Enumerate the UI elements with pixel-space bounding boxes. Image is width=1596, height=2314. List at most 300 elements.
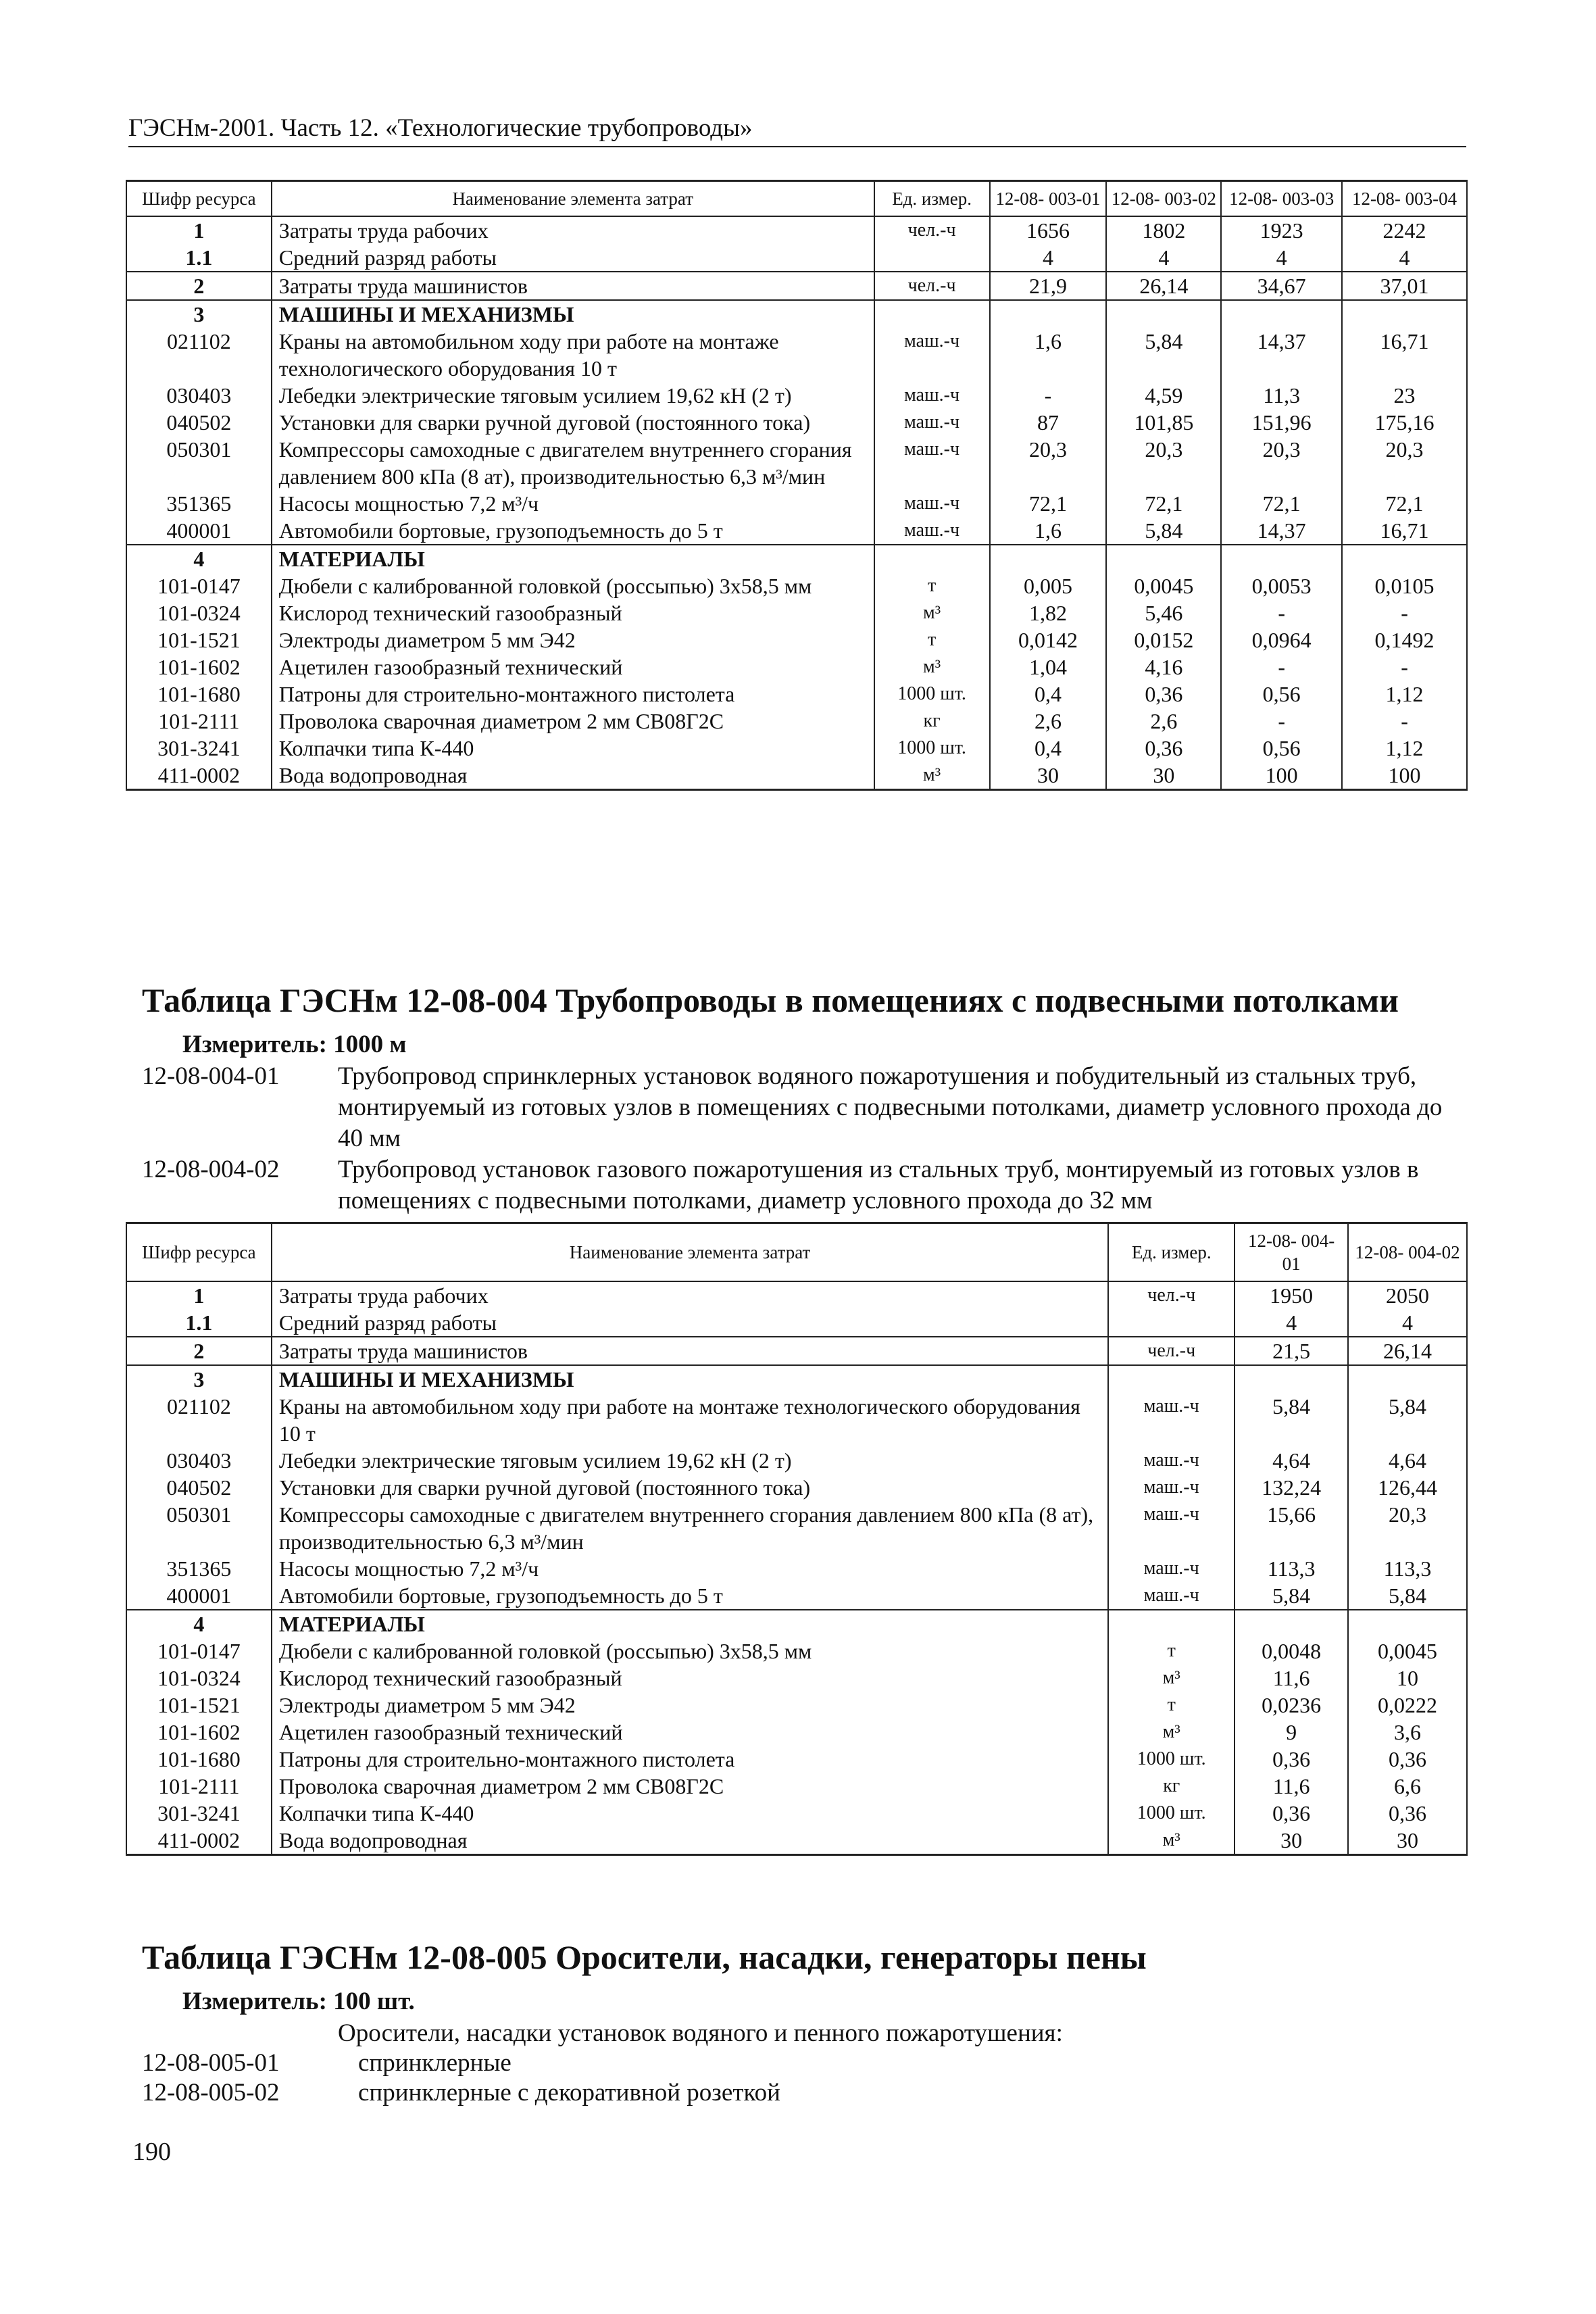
norm-value-cell: 15,66: [1235, 1501, 1348, 1555]
resource-name-cell: Лебедки электрические тяговым усилием 19,62 кН (2 т): [272, 1447, 1109, 1474]
table-row: [126, 1501, 1467, 1555]
norm-value-cell: 2,6: [1106, 708, 1221, 735]
norm-value-cell: 4,16: [1106, 654, 1221, 681]
norm-value-cell: 113,3: [1235, 1555, 1348, 1582]
resource-code-cell: 3: [126, 1365, 272, 1393]
resource-code-cell: 4: [126, 1610, 272, 1638]
norm-value-cell: 72,1: [990, 490, 1107, 517]
resource-code-cell: 030403: [126, 1447, 272, 1474]
norm-value-cell: 132,24: [1235, 1474, 1348, 1501]
norm-value-cell: 4: [1235, 1309, 1348, 1337]
unit-cell: маш.-ч: [874, 436, 990, 490]
norm-value-cell: 0,0222: [1348, 1692, 1467, 1719]
resource-name-cell: Ацетилен газообразный технический: [272, 654, 874, 681]
unit-cell: маш.-ч: [874, 517, 990, 545]
table-row: [126, 654, 1467, 681]
norm-value-cell: [1106, 300, 1221, 328]
norm-value-cell: [1235, 1610, 1348, 1638]
unit-cell: маш.-ч: [874, 382, 990, 409]
unit-cell: 1000 шт.: [1108, 1800, 1235, 1827]
norm-value-cell: 4: [1348, 1309, 1467, 1337]
measure-unit-line: [182, 1987, 415, 2017]
table-row: [126, 1309, 1467, 1337]
unit-cell: маш.-ч: [874, 490, 990, 517]
norm-value-cell: 0,0048: [1235, 1638, 1348, 1665]
norm-value-cell: [1342, 300, 1467, 328]
norm-value-cell: 1,12: [1342, 735, 1467, 762]
resource-name-cell: Установки для сварки ручной дуговой (постоянного тока): [272, 409, 874, 436]
resource-code-cell: 351365: [126, 490, 272, 517]
unit-cell: маш.-ч: [1108, 1474, 1235, 1501]
norm-value-cell: 20,3: [1342, 436, 1467, 490]
norm-value-cell: 0,1492: [1342, 626, 1467, 654]
norm-value-cell: 14,37: [1221, 328, 1342, 382]
resource-code-cell: 101-2111: [126, 708, 272, 735]
col-header-unit: Ед. измер.: [1108, 1223, 1235, 1282]
resource-table-12-08-004: [126, 1222, 1468, 1856]
norm-value-cell: [990, 300, 1107, 328]
table-row: [126, 572, 1467, 599]
norm-value-cell: 26,14: [1348, 1337, 1467, 1365]
unit-cell: т: [874, 626, 990, 654]
norm-item: [142, 1061, 1466, 1156]
table-row: [126, 1800, 1467, 1827]
table-row: [126, 490, 1467, 517]
resource-name-cell: Затраты труда машинистов: [272, 272, 874, 300]
resource-name-cell: Компрессоры самоходные с двигателем внутреннего сгорания давлением 800 кПа (8 ат), производительностью 6,3 м³/мин: [272, 1501, 1109, 1555]
norm-value-cell: 30: [1348, 1827, 1467, 1855]
resource-name-cell: Лебедки электрические тяговым усилием 19,62 кН (2 т): [272, 382, 874, 409]
norm-value-cell: 1,12: [1342, 681, 1467, 708]
resource-code-cell: 101-2111: [126, 1773, 272, 1800]
running-header: ГЭСНм-2001. Часть 12. «Технологические трубопроводы»: [128, 114, 1466, 147]
norm-description: спринклерные: [358, 2049, 512, 2077]
unit-cell: [1108, 1610, 1235, 1638]
norm-value-cell: 0,36: [1106, 681, 1221, 708]
unit-cell: чел.-ч: [1108, 1281, 1235, 1309]
table-row: [126, 517, 1467, 545]
resource-code-cell: 400001: [126, 517, 272, 545]
resource-code-cell: 2: [126, 1337, 272, 1365]
norm-value-cell: 30: [1235, 1827, 1348, 1855]
resource-name-cell: Вода водопроводная: [272, 1827, 1109, 1855]
resource-name-cell: Установки для сварки ручной дуговой (постоянного тока): [272, 1474, 1109, 1501]
norm-description: спринклерные с декоративной розеткой: [358, 2079, 780, 2107]
norm-item: [142, 1154, 1466, 1216]
resource-code-cell: 3: [126, 300, 272, 328]
resource-code-cell: 101-1680: [126, 681, 272, 708]
resource-code-cell: 351365: [126, 1555, 272, 1582]
unit-cell: т: [1108, 1692, 1235, 1719]
norm-value-cell: [1106, 545, 1221, 572]
table-row: [126, 1337, 1467, 1365]
table-row: [126, 1610, 1467, 1638]
norm-value-cell: 10: [1348, 1665, 1467, 1692]
resource-code-cell: 021102: [126, 328, 272, 382]
group-intro: [142, 2018, 1466, 2049]
norm-value-cell: [1235, 1365, 1348, 1393]
norm-value-cell: 0,4: [990, 681, 1107, 708]
unit-cell: маш.-ч: [1108, 1501, 1235, 1555]
norm-value-cell: 0,36: [1235, 1800, 1348, 1827]
table-row: [126, 1638, 1467, 1665]
norm-code: 12-08-004-02: [142, 1156, 280, 1183]
table-row: [126, 735, 1467, 762]
norm-value-cell: 20,3: [1348, 1501, 1467, 1555]
resource-name-cell: Краны на автомобильном ходу при работе на монтаже технологического оборудования 10 т: [272, 1393, 1109, 1447]
table-row: [126, 681, 1467, 708]
norm-value-cell: [1221, 300, 1342, 328]
resource-name-cell: Краны на автомобильном ходу при работе на монтаже технологического оборудования 10 т: [272, 328, 874, 382]
norm-value-cell: [1221, 545, 1342, 572]
unit-cell: маш.-ч: [1108, 1447, 1235, 1474]
unit-cell: маш.-ч: [1108, 1393, 1235, 1447]
norm-value-cell: -: [1342, 599, 1467, 626]
table-title-12-08-004: Таблица ГЭСНм 12-08-004 Трубопроводы в помещениях с подвесными потолками: [142, 981, 1399, 1019]
resource-code-cell: 101-1602: [126, 654, 272, 681]
unit-cell: маш.-ч: [874, 409, 990, 436]
norm-value-cell: 3,6: [1348, 1719, 1467, 1746]
table-row: [126, 216, 1467, 244]
norm-value-cell: 1802: [1106, 216, 1221, 244]
norm-value-cell: 4: [1106, 244, 1221, 272]
norm-value-cell: 14,37: [1221, 517, 1342, 545]
norm-value-cell: 2050: [1348, 1281, 1467, 1309]
col-header-norm-1: 12-08- 004-01: [1235, 1223, 1348, 1282]
table-row: [126, 1773, 1467, 1800]
resource-code-cell: 1: [126, 216, 272, 244]
resource-name-cell: Колпачки типа К-440: [272, 1800, 1109, 1827]
norm-value-cell: 5,84: [1235, 1393, 1348, 1447]
norm-value-cell: 21,5: [1235, 1337, 1348, 1365]
norm-value-cell: 101,85: [1106, 409, 1221, 436]
norm-value-cell: 30: [990, 762, 1107, 790]
norm-value-cell: 126,44: [1348, 1474, 1467, 1501]
norm-value-cell: 0,0053: [1221, 572, 1342, 599]
unit-cell: чел.-ч: [874, 216, 990, 244]
norm-value-cell: 0,36: [1106, 735, 1221, 762]
unit-cell: маш.-ч: [1108, 1582, 1235, 1610]
norm-value-cell: 1950: [1235, 1281, 1348, 1309]
table-row: [126, 1393, 1467, 1447]
norm-value-cell: 0,0964: [1221, 626, 1342, 654]
resource-code-cell: 030403: [126, 382, 272, 409]
norm-value-cell: 0,36: [1348, 1746, 1467, 1773]
resource-code-cell: 1.1: [126, 1309, 272, 1337]
norm-value-cell: 113,3: [1348, 1555, 1467, 1582]
resource-name-cell: МАШИНЫ И МЕХАНИЗМЫ: [272, 300, 874, 328]
norm-value-cell: 4,64: [1348, 1447, 1467, 1474]
norm-value-cell: 4: [1221, 244, 1342, 272]
resource-name-cell: Колпачки типа К-440: [272, 735, 874, 762]
resource-code-cell: 301-3241: [126, 735, 272, 762]
norm-value-cell: 4,59: [1106, 382, 1221, 409]
resource-code-cell: 1: [126, 1281, 272, 1309]
resource-name-cell: Электроды диаметром 5 мм Э42: [272, 1692, 1109, 1719]
norm-code: 12-08-004-01: [142, 1062, 280, 1090]
table-row: [126, 382, 1467, 409]
norm-value-cell: 0,0105: [1342, 572, 1467, 599]
col-header-name: Наименование элемента затрат: [272, 181, 874, 217]
norm-value-cell: -: [1221, 654, 1342, 681]
norm-value-cell: 87: [990, 409, 1107, 436]
unit-cell: м³: [874, 654, 990, 681]
resource-code-cell: 1.1: [126, 244, 272, 272]
norm-value-cell: -: [1221, 599, 1342, 626]
group-intro-text: Оросители, насадки установок водяного и пенного пожаротушения:: [338, 2019, 1063, 2047]
resource-name-cell: Патроны для строительно-монтажного пистолета: [272, 1746, 1109, 1773]
resource-name-cell: Дюбели с калиброванной головкой (россыпью) 3х58,5 мм: [272, 572, 874, 599]
norm-item: [142, 2077, 1466, 2109]
col-header-norm-4: 12-08- 003-04: [1342, 181, 1467, 217]
norm-value-cell: 5,84: [1348, 1582, 1467, 1610]
norm-value-cell: 0,005: [990, 572, 1107, 599]
measure-label: Измеритель:: [182, 1031, 327, 1058]
norm-value-cell: 4,64: [1235, 1447, 1348, 1474]
resource-name-cell: Проволока сварочная диаметром 2 мм СВ08Г2С: [272, 708, 874, 735]
resource-name-cell: Дюбели с калиброванной головкой (россыпью) 3х58,5 мм: [272, 1638, 1109, 1665]
norm-value-cell: 0,36: [1235, 1746, 1348, 1773]
table-row: [126, 762, 1467, 790]
norm-value-cell: -: [990, 382, 1107, 409]
norm-value-cell: -: [1342, 708, 1467, 735]
resource-name-cell: Проволока сварочная диаметром 2 мм СВ08Г2С: [272, 1773, 1109, 1800]
norm-value-cell: 16,71: [1342, 328, 1467, 382]
col-header-unit: Ед. измер.: [874, 181, 990, 217]
norm-value-cell: 11,6: [1235, 1665, 1348, 1692]
table-row: [126, 1692, 1467, 1719]
norm-value-cell: 9: [1235, 1719, 1348, 1746]
table-row: [126, 1447, 1467, 1474]
resource-code-cell: 101-1521: [126, 1692, 272, 1719]
table-row: [126, 1746, 1467, 1773]
resource-code-cell: 101-1521: [126, 626, 272, 654]
resource-code-cell: 411-0002: [126, 762, 272, 790]
norm-value-cell: 11,6: [1235, 1773, 1348, 1800]
norm-value-cell: [1348, 1365, 1467, 1393]
unit-cell: [1108, 1365, 1235, 1393]
col-header-code: Шифр ресурса: [126, 1223, 272, 1282]
col-header-norm-2: 12-08- 003-02: [1106, 181, 1221, 217]
table-row: [126, 244, 1467, 272]
unit-cell: [874, 545, 990, 572]
resource-code-cell: 101-0147: [126, 572, 272, 599]
resource-name-cell: МАШИНЫ И МЕХАНИЗМЫ: [272, 1365, 1109, 1393]
norm-value-cell: 151,96: [1221, 409, 1342, 436]
resource-name-cell: Средний разряд работы: [272, 244, 874, 272]
unit-cell: кг: [874, 708, 990, 735]
resource-name-cell: Электроды диаметром 5 мм Э42: [272, 626, 874, 654]
unit-cell: м³: [1108, 1827, 1235, 1855]
table-row: [126, 328, 1467, 382]
unit-cell: чел.-ч: [1108, 1337, 1235, 1365]
norm-value-cell: 21,9: [990, 272, 1107, 300]
unit-cell: 1000 шт.: [1108, 1746, 1235, 1773]
unit-cell: 1000 шт.: [874, 681, 990, 708]
resource-name-cell: Ацетилен газообразный технический: [272, 1719, 1109, 1746]
col-header-norm-3: 12-08- 003-03: [1221, 181, 1342, 217]
resource-table-12-08-003: [126, 180, 1468, 791]
norm-value-cell: 4: [990, 244, 1107, 272]
norm-value-cell: [1342, 545, 1467, 572]
norm-value-cell: 0,0152: [1106, 626, 1221, 654]
unit-cell: 1000 шт.: [874, 735, 990, 762]
norm-value-cell: 20,3: [1221, 436, 1342, 490]
resource-name-cell: Кислород технический газообразный: [272, 1665, 1109, 1692]
norm-value-cell: 5,46: [1106, 599, 1221, 626]
measure-value: 1000 м: [333, 1031, 407, 1058]
norm-value-cell: 11,3: [1221, 382, 1342, 409]
table-header-row: [126, 1223, 1467, 1282]
table-row: [126, 1474, 1467, 1501]
unit-cell: м³: [874, 762, 990, 790]
table-row: [126, 1665, 1467, 1692]
unit-cell: м³: [1108, 1665, 1235, 1692]
norm-value-cell: 2242: [1342, 216, 1467, 244]
resource-code-cell: 050301: [126, 436, 272, 490]
norm-description: Трубопровод спринклерных установок водяного пожаротушения и побудительный из стальных труб, монтируемый из готовых узлов в помещениях с подвесными потолками, диаметр условного прохода до 40 мм: [338, 1062, 1443, 1152]
norm-value-cell: 20,3: [1106, 436, 1221, 490]
unit-cell: т: [874, 572, 990, 599]
norm-value-cell: 34,67: [1221, 272, 1342, 300]
resource-name-cell: Автомобили бортовые, грузоподъемность до 5 т: [272, 1582, 1109, 1610]
norm-value-cell: 0,56: [1221, 735, 1342, 762]
norm-value-cell: 100: [1342, 762, 1467, 790]
norm-value-cell: -: [1221, 708, 1342, 735]
norm-value-cell: 1,82: [990, 599, 1107, 626]
norm-value-cell: 0,0045: [1106, 572, 1221, 599]
table-title-12-08-005: Таблица ГЭСНм 12-08-005 Оросители, насадки, генераторы пены: [142, 1938, 1147, 1976]
resource-code-cell: 411-0002: [126, 1827, 272, 1855]
norm-value-cell: 6,6: [1348, 1773, 1467, 1800]
norm-value-cell: [990, 545, 1107, 572]
norm-value-cell: 37,01: [1342, 272, 1467, 300]
norm-value-cell: 0,0142: [990, 626, 1107, 654]
norm-value-cell: 72,1: [1106, 490, 1221, 517]
resource-name-cell: Затраты труда машинистов: [272, 1337, 1109, 1365]
measure-unit-line: [182, 1030, 407, 1060]
unit-cell: м³: [1108, 1719, 1235, 1746]
resource-code-cell: 101-1602: [126, 1719, 272, 1746]
norm-description: Трубопровод установок газового пожаротушения из стальных труб, монтируемый из готовых узлов в помещениях с подвесными потолками, диаметр условного прохода до 32 мм: [338, 1156, 1419, 1214]
norm-value-cell: [1348, 1610, 1467, 1638]
unit-cell: чел.-ч: [874, 272, 990, 300]
norm-value-cell: 72,1: [1342, 490, 1467, 517]
page-number: 190: [132, 2138, 171, 2166]
resource-code-cell: 101-0324: [126, 599, 272, 626]
resource-code-cell: 040502: [126, 409, 272, 436]
resource-name-cell: Затраты труда рабочих: [272, 1281, 1109, 1309]
norm-value-cell: 5,84: [1106, 517, 1221, 545]
resource-code-cell: 400001: [126, 1582, 272, 1610]
col-header-norm-1: 12-08- 003-01: [990, 181, 1107, 217]
resource-code-cell: 301-3241: [126, 1800, 272, 1827]
table-header-row: [126, 181, 1467, 217]
norm-value-cell: 5,84: [1348, 1393, 1467, 1447]
norm-value-cell: 100: [1221, 762, 1342, 790]
resource-code-cell: 101-1680: [126, 1746, 272, 1773]
norm-value-cell: -: [1342, 654, 1467, 681]
norm-value-cell: 0,0236: [1235, 1692, 1348, 1719]
unit-cell: м³: [874, 599, 990, 626]
table-row: [126, 1281, 1467, 1309]
unit-cell: т: [1108, 1638, 1235, 1665]
resource-name-cell: Кислород технический газообразный: [272, 599, 874, 626]
norm-value-cell: 23: [1342, 382, 1467, 409]
table-row: [126, 626, 1467, 654]
norm-value-cell: 1656: [990, 216, 1107, 244]
table-row: [126, 1365, 1467, 1393]
unit-cell: [874, 300, 990, 328]
resource-name-cell: Патроны для строительно-монтажного пистолета: [272, 681, 874, 708]
resource-name-cell: МАТЕРИАЛЫ: [272, 1610, 1109, 1638]
col-header-norm-2: 12-08- 004-02: [1348, 1223, 1467, 1282]
resource-name-cell: Компрессоры самоходные с двигателем внутреннего сгорания давлением 800 кПа (8 ат), производительностью 6,3 м³/мин: [272, 436, 874, 490]
norm-code: 12-08-005-02: [142, 2079, 280, 2107]
unit-cell: кг: [1108, 1773, 1235, 1800]
resource-code-cell: 4: [126, 545, 272, 572]
norm-value-cell: 0,4: [990, 735, 1107, 762]
table-row: [126, 708, 1467, 735]
norm-value-cell: 72,1: [1221, 490, 1342, 517]
norm-value-cell: 5,84: [1106, 328, 1221, 382]
measure-value: 100 шт.: [333, 1988, 415, 2015]
resource-code-cell: 101-0324: [126, 1665, 272, 1692]
col-header-code: Шифр ресурса: [126, 181, 272, 217]
resource-name-cell: Затраты труда рабочих: [272, 216, 874, 244]
norm-value-cell: 16,71: [1342, 517, 1467, 545]
unit-cell: маш.-ч: [874, 328, 990, 382]
resource-code-cell: 101-0147: [126, 1638, 272, 1665]
norm-value-cell: 0,56: [1221, 681, 1342, 708]
norm-value-cell: 1923: [1221, 216, 1342, 244]
norm-value-cell: 20,3: [990, 436, 1107, 490]
norm-value-cell: 1,6: [990, 328, 1107, 382]
norm-value-cell: 175,16: [1342, 409, 1467, 436]
resource-code-cell: 2: [126, 272, 272, 300]
table-row: [126, 1719, 1467, 1746]
table-row: [126, 1827, 1467, 1855]
resource-name-cell: Автомобили бортовые, грузоподъемность до 5 т: [272, 517, 874, 545]
table-row: [126, 409, 1467, 436]
norm-value-cell: 5,84: [1235, 1582, 1348, 1610]
norm-value-cell: 26,14: [1106, 272, 1221, 300]
norm-value-cell: 1,04: [990, 654, 1107, 681]
table-row: [126, 436, 1467, 490]
resource-code-cell: 040502: [126, 1474, 272, 1501]
table-row: [126, 1582, 1467, 1610]
resource-name-cell: Вода водопроводная: [272, 762, 874, 790]
norm-value-cell: 2,6: [990, 708, 1107, 735]
norm-value-cell: 0,0045: [1348, 1638, 1467, 1665]
col-header-name: Наименование элемента затрат: [272, 1223, 1109, 1282]
table-row: [126, 272, 1467, 300]
table-row: [126, 300, 1467, 328]
norm-item: [142, 2048, 1466, 2079]
measure-label: Измеритель:: [182, 1988, 327, 2015]
norm-value-cell: 1,6: [990, 517, 1107, 545]
table-row: [126, 1555, 1467, 1582]
table-row: [126, 545, 1467, 572]
norm-value-cell: 4: [1342, 244, 1467, 272]
resource-name-cell: Средний разряд работы: [272, 1309, 1109, 1337]
norm-code: 12-08-005-01: [142, 2049, 280, 2077]
norm-value-cell: 30: [1106, 762, 1221, 790]
resource-name-cell: Насосы мощностью 7,2 м³/ч: [272, 490, 874, 517]
resource-name-cell: Насосы мощностью 7,2 м³/ч: [272, 1555, 1109, 1582]
unit-cell: [874, 244, 990, 272]
unit-cell: [1108, 1309, 1235, 1337]
